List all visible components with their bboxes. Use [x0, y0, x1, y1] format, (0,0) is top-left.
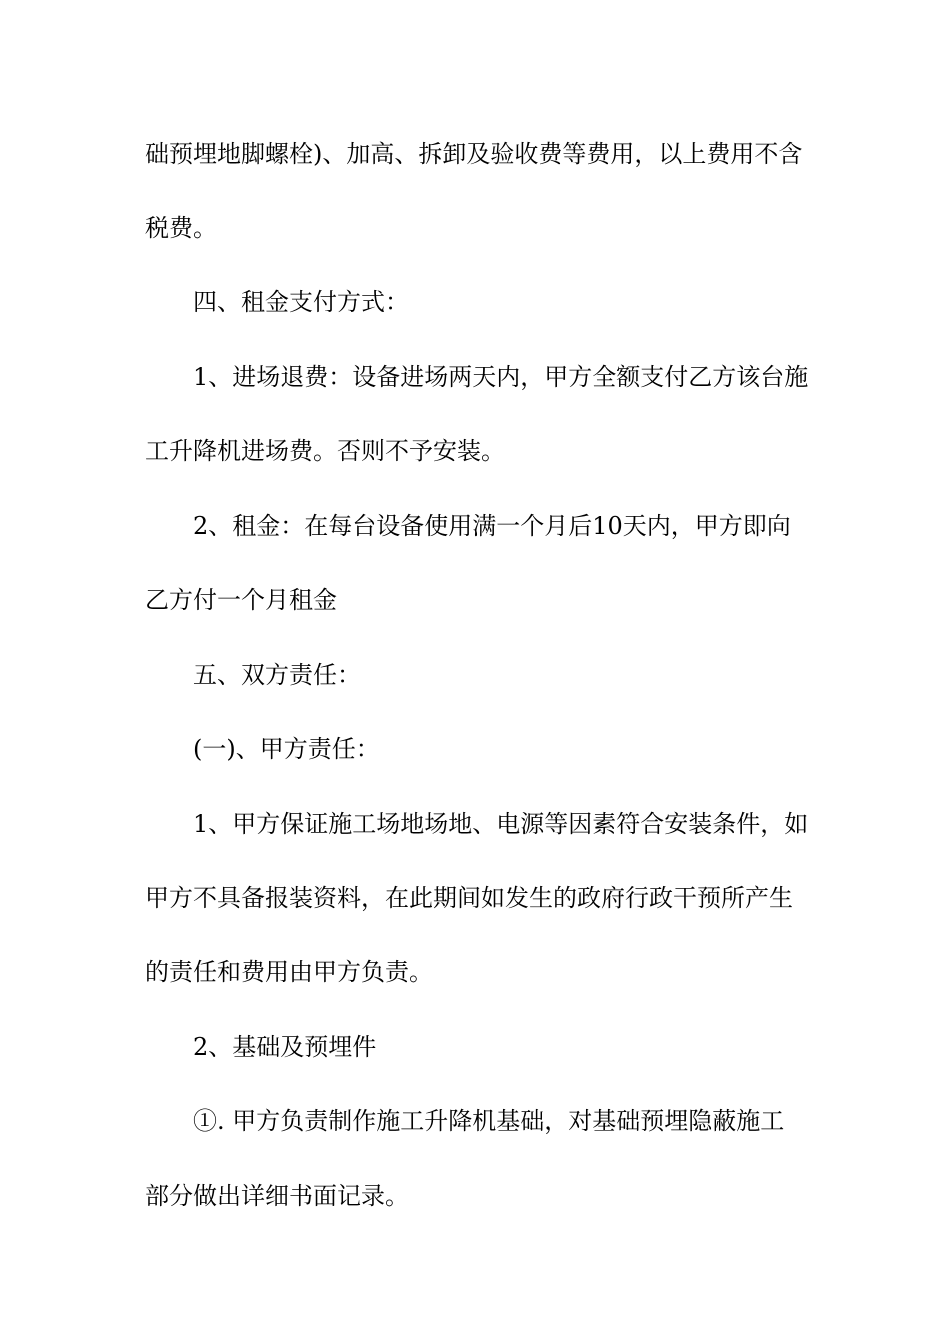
section-heading: 五、双方责任：: [193, 661, 361, 689]
paragraph-line: ①. 甲方负责制作施工升降机基础，对基础预埋隐蔽施工: [193, 1107, 785, 1135]
paragraph-line: 1、甲方保证施工场地场地、电源等因素符合安装条件，如: [193, 810, 809, 838]
paragraph-line: 础预埋地脚螺栓)、加高、拆卸及验收费等费用，以上费用不含: [145, 140, 803, 168]
paragraph-line: 工升降机进场费。否则不予安装。: [145, 437, 505, 465]
section-heading: 四、租金支付方式：: [193, 288, 409, 316]
paragraph-line: 税费。: [145, 214, 217, 242]
paragraph-line: 的责任和费用由甲方负责。: [145, 958, 433, 986]
subsection-heading: (一)、甲方责任：: [193, 735, 380, 763]
paragraph-line: 甲方不具备报装资料，在此期间如发生的政府行政干预所产生: [145, 884, 793, 912]
paragraph-line: 乙方付一个月租金: [145, 586, 337, 614]
paragraph-line: 2、租金：在每台设备使用满一个月后10天内，甲方即向: [193, 512, 791, 540]
paragraph-line: 部分做出详细书面记录。: [145, 1182, 409, 1210]
item-heading: 2、基础及预埋件: [193, 1033, 377, 1061]
paragraph-line: 1、进场退费：设备进场两天内，甲方全额支付乙方该台施: [193, 363, 809, 391]
